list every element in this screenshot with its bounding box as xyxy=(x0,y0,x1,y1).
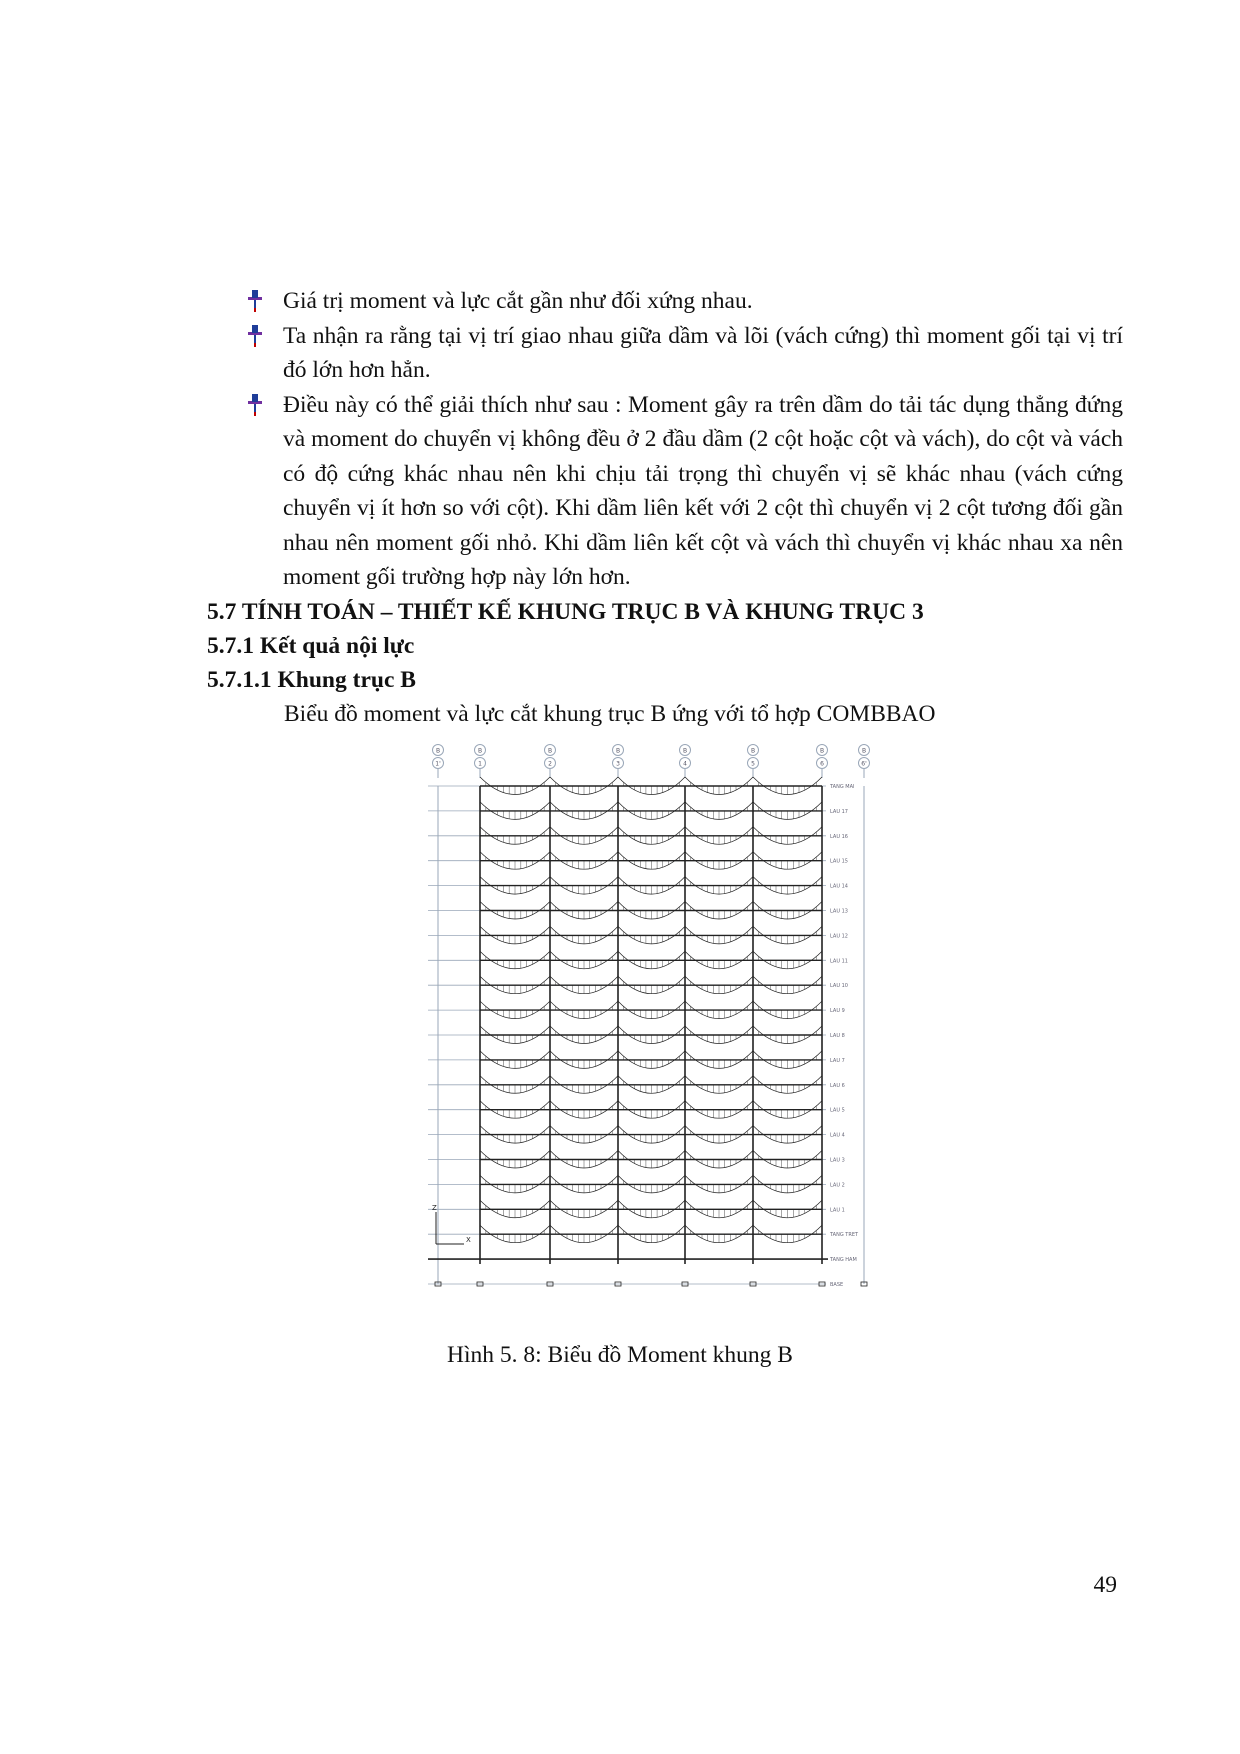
bullet-item xyxy=(243,319,1123,388)
story-label: LAU 10 xyxy=(830,983,848,990)
grid-letter-label: B xyxy=(861,747,867,755)
story-label: LAU 16 xyxy=(830,833,848,840)
figure-caption: Hình 5. 8: Biểu đồ Moment khung B xyxy=(447,1342,793,1368)
grid-axis-label: 1' xyxy=(435,760,441,768)
story-label: LAU 14 xyxy=(830,883,848,890)
axis-z-label: Z xyxy=(432,1204,437,1212)
bullet-text: Giá trị moment và lực cắt gần như đối xứng nhau. xyxy=(283,288,753,314)
frame-moment-diagram xyxy=(428,742,908,1310)
story-label: TANG HAM xyxy=(830,1257,857,1264)
section-heading: 5.7 TÍNH TOÁN – THIẾT KẾ KHUNG TRỤC B VÀ KHUNG TRỤC 3 xyxy=(207,599,924,625)
story-label: LAU 17 xyxy=(830,808,848,815)
grid-letter-label: B xyxy=(615,747,621,755)
pushpin-icon xyxy=(243,324,267,348)
story-label: LAU 5 xyxy=(830,1107,845,1114)
figure-intro-text: Biểu đồ moment và lực cắt khung trục B ứng với tổ hợp COMBBAO xyxy=(284,701,936,727)
story-label: LAU 11 xyxy=(830,958,848,965)
grid-axis-label: 3 xyxy=(616,760,620,768)
pushpin-icon xyxy=(243,393,267,417)
story-label: LAU 8 xyxy=(830,1033,845,1039)
story-label: LAU 9 xyxy=(830,1008,845,1015)
grid-letter-label: B xyxy=(477,747,483,755)
subsubsection-heading: 5.7.1.1 Khung trục B xyxy=(207,667,416,693)
story-label: BASE xyxy=(830,1282,844,1288)
grid-axis-label: 6' xyxy=(861,760,867,768)
grid-axis-label: 6 xyxy=(820,760,824,768)
story-label: LAU 15 xyxy=(830,858,848,865)
grid-axis-label: 4 xyxy=(683,760,687,768)
grid-letter-label: B xyxy=(819,747,825,755)
page-number: 49 xyxy=(1093,1572,1117,1598)
bullet-item xyxy=(243,284,1123,319)
story-label: LAU 13 xyxy=(830,908,848,915)
story-label: LAU 2 xyxy=(830,1182,845,1189)
grid-axis-label: 1 xyxy=(478,760,482,768)
grid-letter-label: B xyxy=(750,747,756,755)
bullet-list xyxy=(243,284,1123,595)
grid-letter-label: B xyxy=(547,747,553,755)
grid-axis-label: 2 xyxy=(548,760,552,768)
story-label: LAU 12 xyxy=(830,933,848,940)
grid-axis-label: 5 xyxy=(751,760,755,768)
bullet-text: Ta nhận ra rằng tại vị trí giao nhau giữa dầm và lõi (vách cứng) thì moment gối tại vị trí đó lớn hơn hẳn. xyxy=(283,322,1123,383)
story-label: LAU 7 xyxy=(830,1057,845,1064)
bullet-text: Điều này có thể giải thích như sau : Moment gây ra trên dầm do tải tác dụng thẳng đứng và moment do chuyển vị không đều ở 2 đầu dầm (2 cột hoặc cột và vách), do cột và vách có độ cứng khác nhau nên khi chịu tải trọng thì chuyển vị sẽ khác nhau (vách cứng chuyển vị ít hơn so với cột). Khi dầm liên kết với 2 cột thì chuyển vị 2 cột tương đối gần nhau nên moment gối nhỏ. Khi dầm liên kết cột và vách thì chuyển vị khác nhau xa nên moment gối trường hợp này lớn hơn. xyxy=(283,391,1123,590)
story-label: LAU 3 xyxy=(830,1157,845,1164)
grid-letter-label: B xyxy=(435,747,441,755)
story-label: LAU 4 xyxy=(830,1132,845,1139)
axis-x-label: X xyxy=(466,1236,471,1244)
story-label: LAU 6 xyxy=(830,1082,845,1089)
bullet-item xyxy=(243,388,1123,595)
subsection-heading: 5.7.1 Kết quả nội lực xyxy=(207,633,415,659)
story-label: LAU 1 xyxy=(830,1207,845,1214)
grid-letter-label: B xyxy=(682,747,688,755)
story-label: TANG TRET xyxy=(830,1232,859,1239)
story-label: TANG MAI xyxy=(830,784,855,790)
moment-diagram-figure xyxy=(428,742,908,1310)
pushpin-icon xyxy=(243,289,267,313)
